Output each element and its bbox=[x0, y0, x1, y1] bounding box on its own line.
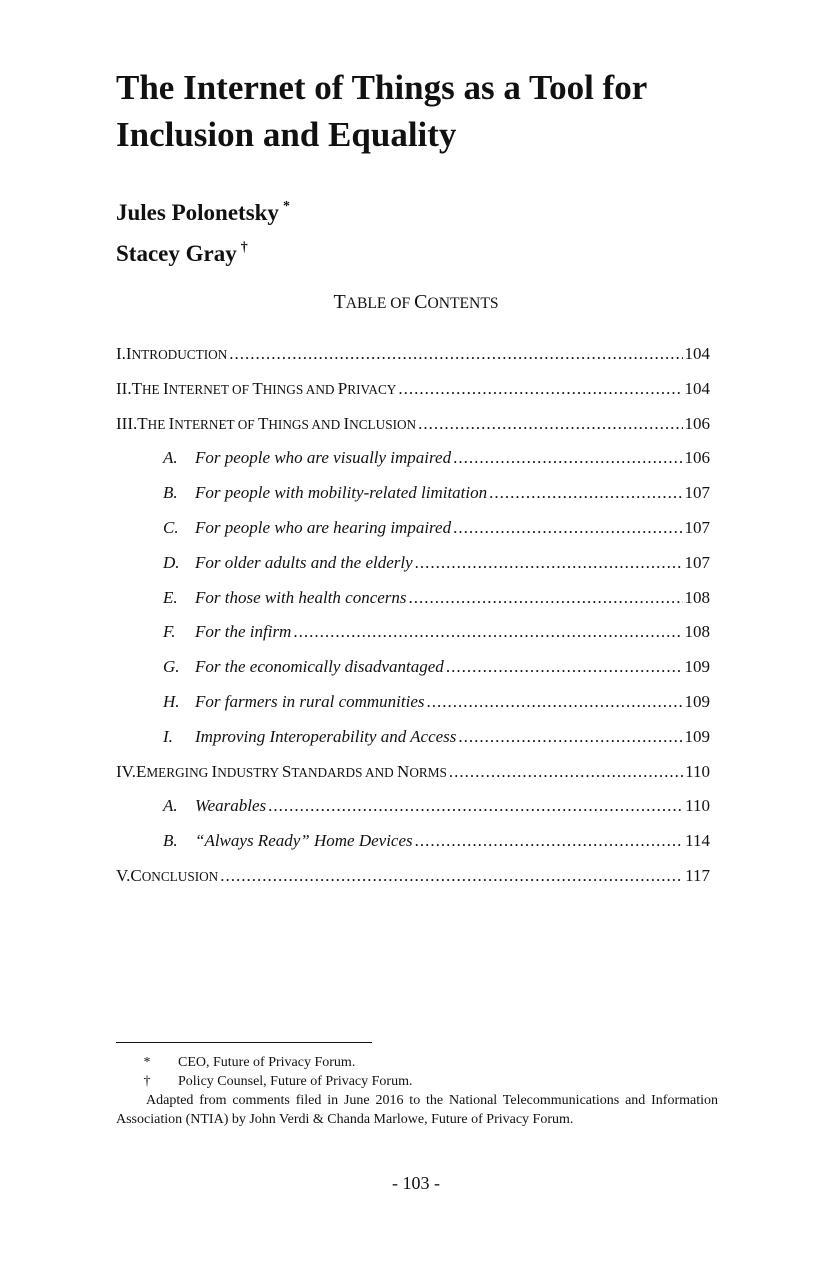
toc-page-number: 106 bbox=[684, 448, 710, 468]
toc-subentry-letter: D. bbox=[163, 552, 180, 572]
dot-leader bbox=[220, 859, 683, 894]
toc-subentry bbox=[116, 476, 710, 511]
toc-subentry-letter: C. bbox=[163, 517, 179, 537]
footnote-text: CEO, Future of Privacy Forum. bbox=[178, 1055, 356, 1070]
author-footnote-mark: * bbox=[282, 199, 290, 214]
dot-leader bbox=[293, 615, 682, 650]
toc-entry-title: IV.EMERGING INDUSTRY STANDARDS AND NORMS bbox=[116, 761, 447, 781]
author-name: Jules Polonetsky bbox=[116, 200, 279, 225]
author-footnote-mark: † bbox=[240, 240, 248, 255]
dot-leader bbox=[418, 407, 682, 442]
footnote-separator bbox=[116, 1042, 372, 1043]
toc-subentry-letter: B. bbox=[163, 483, 178, 503]
toc-entry-title: V.CONCLUSION bbox=[116, 865, 219, 885]
dot-leader bbox=[427, 685, 683, 720]
toc-subentry-title: Wearables bbox=[195, 796, 267, 816]
toc-page-number: 107 bbox=[684, 517, 710, 537]
dot-leader bbox=[415, 824, 683, 859]
toc-subentry-title: For people with mobility-related limitation bbox=[195, 483, 488, 503]
footnote-mark: * bbox=[143, 1055, 151, 1070]
toc-subentry bbox=[116, 546, 710, 581]
toc-subentry-title: “Always Ready” Home Devices bbox=[195, 831, 413, 851]
toc-page-number: 110 bbox=[685, 796, 710, 816]
toc-page-number: 108 bbox=[684, 587, 710, 607]
author-list bbox=[116, 189, 290, 271]
toc-page-number: 114 bbox=[685, 831, 710, 851]
toc-subentry bbox=[116, 615, 710, 650]
toc-subentry-title: For those with health concerns bbox=[195, 587, 407, 607]
toc-subentry bbox=[116, 441, 710, 476]
dot-leader bbox=[458, 720, 682, 755]
toc-subentry-letter: F. bbox=[163, 622, 176, 642]
page-number: - 103 - bbox=[392, 1173, 440, 1193]
toc-entry-title: I.INTRODUCTION bbox=[116, 344, 228, 363]
toc-subentry-title: For people who are visually impaired bbox=[195, 448, 452, 468]
toc-subentry-title: For the economically disadvantaged bbox=[195, 657, 444, 677]
toc-subentry-title: For farmers in rural communities bbox=[195, 691, 425, 711]
dot-leader bbox=[229, 337, 682, 372]
toc-subentry-letter: H. bbox=[163, 691, 180, 711]
toc-subentry bbox=[116, 824, 710, 859]
footnote bbox=[116, 1053, 718, 1072]
toc-page-number: 107 bbox=[684, 483, 710, 503]
toc-subentry-title: For the infirm bbox=[195, 622, 292, 642]
toc-subentry-letter: B. bbox=[163, 831, 178, 851]
author-name: Stacey Gray bbox=[116, 241, 237, 266]
toc-entry-title: II.THE INTERNET OF THINGS AND PRIVACY bbox=[116, 378, 397, 398]
table-of-contents bbox=[116, 337, 710, 894]
author bbox=[116, 189, 290, 230]
toc-heading: TABLE OF CONTENTS bbox=[333, 291, 499, 313]
dot-leader bbox=[268, 789, 683, 824]
article-title: The Internet of Things as a Tool for Inclusion and Equality bbox=[116, 68, 647, 154]
toc-subentry bbox=[116, 650, 710, 685]
footnote bbox=[116, 1072, 718, 1091]
toc-page-number: 104 bbox=[684, 344, 710, 363]
toc-subentry-letter: G. bbox=[163, 657, 180, 677]
toc-subentry-title: For older adults and the elderly bbox=[195, 552, 413, 572]
footnote-mark: † bbox=[143, 1074, 151, 1089]
toc-page-number: 107 bbox=[684, 552, 710, 572]
toc-subentry bbox=[116, 511, 710, 546]
toc-entry-standards bbox=[116, 755, 710, 790]
toc-subentry-title: For people who are hearing impaired bbox=[195, 517, 452, 537]
toc-page-number: 109 bbox=[684, 657, 710, 677]
dot-leader bbox=[453, 441, 682, 476]
toc-entry-inclusion bbox=[116, 407, 710, 442]
toc-page-number: 117 bbox=[685, 865, 710, 885]
toc-subentry bbox=[116, 685, 710, 720]
dot-leader bbox=[489, 476, 682, 511]
dot-leader bbox=[453, 511, 682, 546]
dot-leader bbox=[409, 581, 683, 616]
toc-subentry-letter: A. bbox=[163, 796, 178, 816]
toc-subentry bbox=[116, 581, 710, 616]
toc-subentry-letter: A. bbox=[163, 448, 178, 468]
footnote-text: Policy Counsel, Future of Privacy Forum. bbox=[178, 1074, 413, 1089]
toc-entry-conclusion bbox=[116, 859, 710, 894]
toc-subentry-letter: E. bbox=[163, 587, 178, 607]
footnotes bbox=[116, 1053, 718, 1129]
author bbox=[116, 230, 290, 271]
dot-leader bbox=[449, 755, 683, 790]
toc-subentry-letter: I. bbox=[163, 726, 173, 746]
toc-entry-privacy bbox=[116, 372, 710, 407]
toc-page-number: 104 bbox=[684, 378, 710, 398]
toc-page-number: 109 bbox=[684, 691, 710, 711]
toc-subentry bbox=[116, 720, 710, 755]
toc-entry-introduction bbox=[116, 337, 710, 372]
toc-page-number: 110 bbox=[685, 761, 710, 781]
dot-leader bbox=[415, 546, 683, 581]
dot-leader bbox=[398, 372, 682, 407]
dot-leader bbox=[446, 650, 683, 685]
toc-page-number: 108 bbox=[684, 622, 710, 642]
toc-page-number: 109 bbox=[684, 726, 710, 746]
toc-entry-title: III.THE INTERNET OF THINGS AND INCLUSION bbox=[116, 413, 417, 433]
toc-subentry bbox=[116, 789, 710, 824]
toc-page-number: 106 bbox=[684, 413, 710, 433]
toc-subentry-title: Improving Interoperability and Access bbox=[195, 726, 457, 746]
footnote-adapted-note: Adapted from comments filed in June 2016 to the National Telecommunications and Information Association (NTIA) by John Verdi & Chanda Marlowe, Future of Privacy Forum. bbox=[116, 1093, 718, 1127]
